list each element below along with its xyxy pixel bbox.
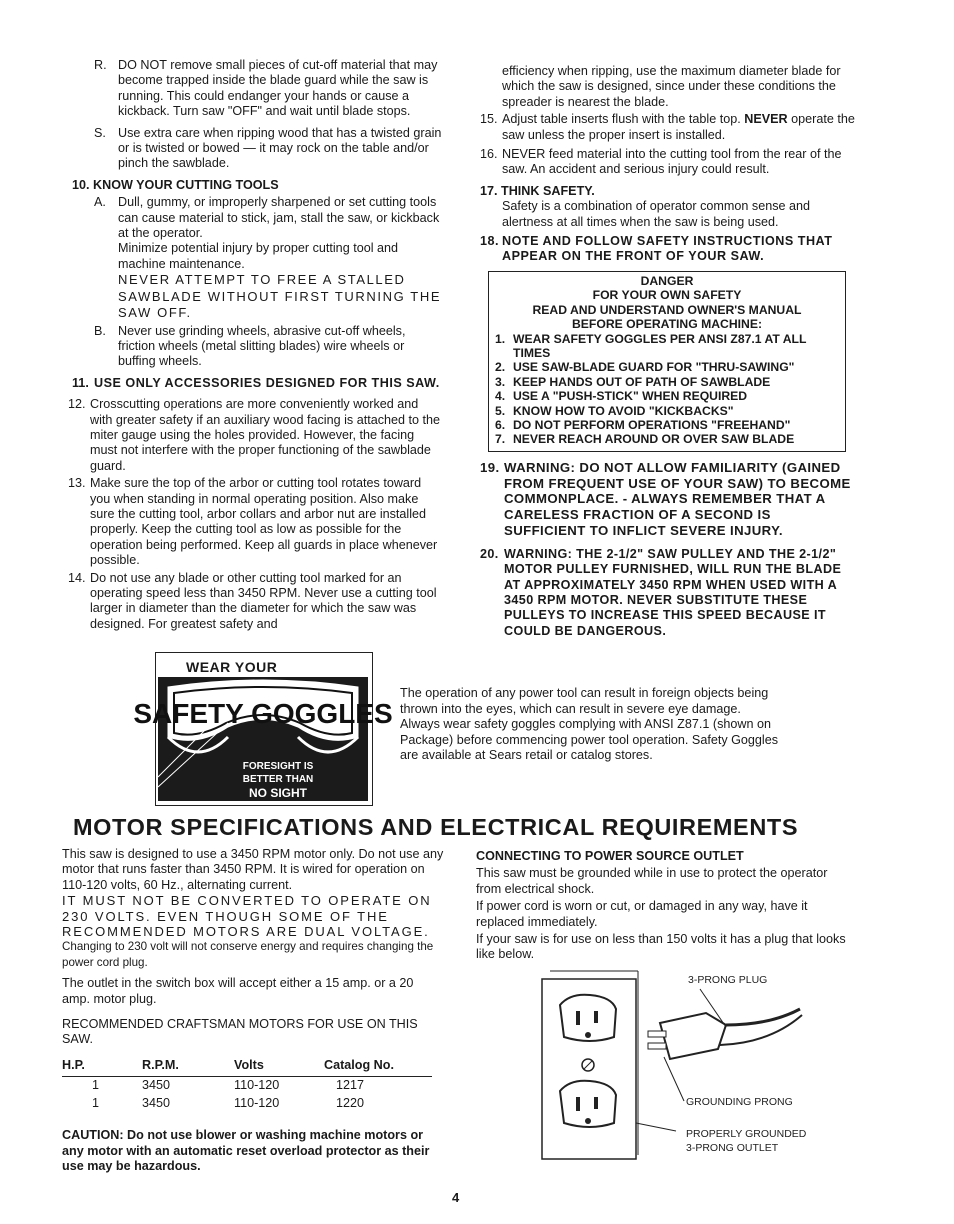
foresight-line-3: NO SIGHT: [248, 786, 308, 800]
item-10b: [94, 324, 444, 370]
table-cell: 110-120: [234, 1095, 280, 1110]
danger-item-number: 1.: [495, 331, 506, 346]
item-16: [480, 147, 856, 178]
danger-label-box: [488, 271, 846, 452]
goggles-caption: The operation of any power tool can result in foreign objects being thrown into the eyes, which can result in severe eye damage. Always wear safety goggles complying with ANSI Z87.1 (shown on Package) before commencing power tool operation. Safety Goggles are available at Sears retail or catalog stores.: [400, 686, 779, 763]
goggles-dark-panel: [133, 677, 393, 801]
table-row: [62, 1077, 432, 1095]
item-label: 16.: [480, 147, 498, 162]
motor-specs-table: [62, 1058, 432, 1112]
label-grounding-prong: GROUNDING PRONG: [686, 1096, 793, 1108]
table-cell: 1217: [336, 1078, 365, 1093]
danger-line-1: FOR YOUR OWN SAFETY: [592, 288, 742, 303]
danger-items-list: [495, 332, 839, 447]
connecting-section: [476, 849, 856, 963]
section-17-text: Safety is a combination of operator common sense and alertness at all times when the saw is being used.: [502, 199, 811, 229]
caution-label: CAUTION:: [62, 1128, 124, 1143]
item-s: [94, 126, 444, 172]
item-text: [118, 195, 444, 321]
label-outlet-line-2: 3-PRONG OUTLET: [686, 1142, 779, 1154]
item-10a-caps: NEVER ATTEMPT TO FREE A STALLED SAWBLADE WITHOUT FIRST TURNING THE SAW OFF.: [118, 272, 442, 321]
item-15-text-post: operate the saw unless the proper insert is installed.: [502, 112, 855, 142]
outlet-plug-illustration: [530, 965, 830, 1165]
page-number: 4: [452, 1190, 460, 1205]
item-text: DO NOT remove small pieces of cut-off material that may become trapped inside the blade guard while the saw is running. This could endanger your hands or cause a kickback. Turn saw "OFF" and wait until blade stops.: [118, 58, 438, 119]
item-14-continued: efficiency when ripping, use the maximum diameter blade for which the saw is designed, since under these conditions the spreader is nearest the blade.: [502, 64, 841, 109]
goggles-icon: [133, 677, 393, 801]
table-header: Catalog No.: [324, 1058, 432, 1077]
safety-goggles-graphic: [133, 652, 393, 806]
table-cell: 1: [92, 1078, 100, 1093]
item-18: [480, 234, 856, 265]
recommended-motors-title: RECOMMENDED CRAFTSMAN MOTORS FOR USE ON THIS SAW.: [62, 1017, 418, 1047]
section-17-title: 17. THINK SAFETY.: [480, 183, 595, 198]
caution-text: Do not use blower or washing machine motors or any motor with an automatic reset overload protector as their use may be hazardous.: [62, 1128, 430, 1173]
item-10a-text: Dull, gummy, or improperly sharpened or set cutting tools can cause material to stick, jam, stall the saw, or kickback at the operator.: [118, 195, 440, 241]
table-row: [62, 1095, 432, 1112]
left-column: [68, 58, 444, 632]
item-20: [480, 547, 856, 639]
danger-item-number: 3.: [495, 374, 506, 389]
motor-specs-section: [62, 847, 444, 1174]
danger-item-text: USE SAW-BLADE GUARD FOR "THRU-SAWING": [513, 360, 795, 375]
item-label: B.: [94, 323, 106, 338]
item-text: USE ONLY ACCESSORIES DESIGNED FOR THIS SAW.: [94, 375, 440, 390]
item-label: 19.: [480, 459, 500, 475]
danger-item-text: KNOW HOW TO AVOID "KICKBACKS": [513, 403, 734, 418]
item-text: Do not use any blade or other cutting tool marked for an operating speed less than 3450 RPM. Never use a cutting tool larger in diameter than the diameter for which the saw was designed. For greatest safety and: [90, 570, 437, 631]
connecting-title: CONNECTING TO POWER SOURCE OUTLET: [476, 849, 744, 863]
item-19: [480, 460, 856, 539]
item-label: 12.: [68, 397, 86, 412]
danger-list-item: [495, 332, 839, 361]
table-header: Volts: [234, 1058, 324, 1077]
table-cell: 110-120: [234, 1078, 280, 1093]
table-cell: 1: [92, 1095, 100, 1110]
danger-title: DANGER: [640, 273, 694, 288]
table-header: R.P.M.: [142, 1058, 234, 1077]
danger-item-number: 5.: [495, 403, 506, 418]
item-label: 11.: [72, 375, 89, 390]
item-text: NOTE AND FOLLOW SAFETY INSTRUCTIONS THAT APPEAR ON THE FRONT OF YOUR SAW.: [502, 234, 833, 264]
item-label: 14.: [68, 570, 86, 585]
danger-list-item: [495, 375, 839, 389]
item-15-text: Adjust table inserts flush with the table top.: [502, 112, 745, 127]
connecting-p3: If your saw is for use on less than 150 volts it has a plug that looks like below.: [476, 932, 846, 962]
foresight-line-1: FORESIGHT IS: [242, 761, 314, 772]
section-10-title: 10. KNOW YOUR CUTTING TOOLS: [72, 177, 279, 192]
caution-note: [62, 1128, 444, 1174]
motor-specs-heading: MOTOR SPECIFICATIONS AND ELECTRICAL REQUIREMENTS: [73, 814, 799, 840]
danger-list-item: [495, 418, 839, 432]
item-13: [68, 476, 444, 568]
item-label: A.: [94, 195, 106, 210]
danger-item-number: 7.: [495, 432, 506, 447]
item-14: [68, 571, 444, 633]
item-label: 18.: [480, 234, 500, 249]
plug-icon: [636, 989, 802, 1131]
danger-item-number: 6.: [495, 417, 506, 432]
danger-line-3: BEFORE OPERATING MACHINE:: [571, 317, 763, 332]
item-15: [480, 112, 856, 143]
danger-list-item: [495, 404, 839, 418]
motor-changing-note: Changing to 230 volt will not conserve energy and requires changing the power cord plug.: [62, 940, 434, 969]
foresight-line-2: BETTER THAN: [242, 774, 314, 785]
connecting-p1: This saw must be grounded while in use to protect the operator from electrical shock.: [476, 866, 828, 896]
item-text: Crosscutting operations are more conveniently worked and with greater safety if an auxiliary wood facing is attached to the miter gauge using the holes provided. However, the facing must not interfere with the proper functioning of the sawblade guard.: [90, 397, 441, 473]
danger-item-text: KEEP HANDS OUT OF PATH OF SAWBLADE: [513, 374, 771, 389]
item-label: 20.: [480, 546, 499, 561]
table-cell: 3450: [142, 1078, 171, 1093]
item-10a-text2: Minimize potential injury by proper cutting tool and machine maintenance.: [118, 241, 399, 271]
item-11: [72, 376, 444, 391]
danger-list-item: [495, 389, 839, 403]
label-outlet-line-1: PROPERLY GROUNDED: [686, 1128, 807, 1140]
item-label: R.: [94, 58, 107, 72]
danger-item-text: WEAR SAFETY GOGGLES PER ANSI Z87.1 AT ALL TIMES: [513, 331, 807, 360]
danger-item-text: DO NOT PERFORM OPERATIONS "FREEHAND": [513, 417, 791, 432]
label-3-prong-plug: 3-PRONG PLUG: [688, 974, 768, 986]
item-10a: [94, 195, 444, 321]
item-label: S.: [94, 125, 106, 140]
danger-list-item: [495, 432, 839, 446]
danger-line-2: READ AND UNDERSTAND OWNER'S MANUAL: [532, 302, 802, 317]
table-cell: 1220: [336, 1095, 365, 1110]
item-label: 13.: [68, 476, 86, 491]
item-text: WARNING: THE 2-1/2" SAW PULLEY AND THE 2-1/2" MOTOR PULLEY FURNISHED, WILL RUN THE BLADE AT APPROXIMATELY 3450 RPM WHEN USED WITH A 3450 RPM MOTOR. NEVER SUBSTITUTE THESE PULLEYS TO INCREASE THIS SPEED BECAUSE IT COULD BE DANGEROUS.: [504, 546, 842, 638]
danger-item-number: 4.: [495, 389, 506, 404]
item-text: WARNING: DO NOT ALLOW FAMILIARITY (GAINED FROM FREQUENT USE OF YOUR SAW) TO BECOME COMMONPLACE. - ALWAYS REMEMBER THAT A CARELESS FRACTION OF A SECOND IS SUFFICIENT TO INFLICT SEVERE INJURY.: [504, 459, 851, 538]
connecting-p2: If power cord is worn or cut, or damaged in any way, have it replaced immediately.: [476, 899, 808, 929]
danger-list-item: [495, 360, 839, 374]
right-column: [480, 64, 856, 639]
danger-item-number: 2.: [495, 360, 506, 375]
item-text: Make sure the top of the arbor or cutting tool rotates toward you when standing in normal operating position. Also make sure the cutting tool, arbor collars and arbor nut are installed properly. Keep the cutting tool as low as possible for the operation being performed. Keep all guards in place whenever possible.: [90, 476, 438, 568]
motor-caps-warning: IT MUST NOT BE CONVERTED TO OPERATE ON 230 VOLTS. EVEN THOUGH SOME OF THE RECOMMENDED MOTORS ARE DUAL VOLTAGE.: [62, 893, 432, 940]
danger-item-text: USE A "PUSH-STICK" WHEN REQUIRED: [513, 389, 748, 404]
item-text: [502, 112, 856, 143]
wear-your-label: WEAR YOUR: [186, 659, 278, 675]
item-text: Use extra care when ripping wood that has a twisted grain or is twisted or bowed — it may rock on the table and/or pinch the sawblade.: [118, 125, 442, 171]
motor-outlet-note: The outlet in the switch box will accept either a 15 amp. or a 20 amp. motor plug.: [62, 976, 414, 1006]
table-cell: 3450: [142, 1095, 171, 1110]
item-text: NEVER feed material into the cutting tool from the rear of the saw. An accident and serious injury could result.: [502, 147, 842, 177]
danger-item-text: NEVER REACH AROUND OR OVER SAW BLADE: [513, 432, 795, 447]
motor-intro: This saw is designed to use a 3450 RPM motor only. Do not use any motor that runs faster than 3450 RPM. It is wired for operation on 110-120 volts, 60 Hz., alternating current.: [62, 847, 444, 892]
item-label: 15.: [480, 112, 498, 127]
item-12: [68, 397, 444, 474]
item-r: [94, 58, 444, 120]
item-text: Never use grinding wheels, abrasive cut-off wheels, friction wheels (metal slitting blades) wire wheels or buffing wheels.: [118, 323, 406, 369]
table-header-row: [62, 1058, 432, 1077]
outlet-icon: [542, 971, 638, 1159]
goggles-logo-text: SAFETY GOGGLES: [133, 698, 393, 729]
item-15-bold: NEVER: [744, 112, 788, 127]
table-header: H.P.: [62, 1058, 142, 1077]
